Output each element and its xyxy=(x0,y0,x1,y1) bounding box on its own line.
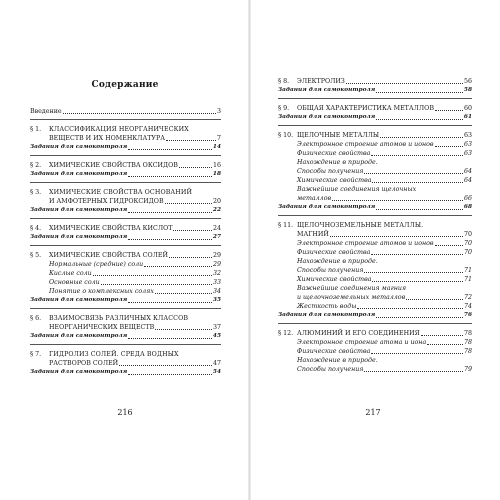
dot-leader xyxy=(128,338,212,339)
entry-page: 70 xyxy=(463,249,472,256)
self-check-tasks xyxy=(278,113,472,122)
entry-text: Задания для самоконтроля xyxy=(278,114,376,120)
entry-text: Жесткость воды xyxy=(297,303,357,310)
dot-leader xyxy=(421,335,463,336)
entry-text: Задания для самоконтроля xyxy=(278,312,376,318)
dot-leader xyxy=(357,308,463,309)
section-number: § 10. xyxy=(278,132,294,139)
dot-leader xyxy=(166,140,216,141)
section-rule xyxy=(278,98,472,99)
entry-page: 68 xyxy=(463,204,472,210)
dot-leader xyxy=(128,149,212,150)
section-number: § 7. xyxy=(30,351,42,358)
section-number: § 1. xyxy=(30,126,42,133)
dot-leader xyxy=(330,236,463,237)
section-heading-cont xyxy=(30,359,221,368)
dot-leader xyxy=(371,353,463,354)
entry-page: 33 xyxy=(212,279,221,286)
dot-leader xyxy=(372,281,463,282)
entry-text: Физические свойства xyxy=(297,249,371,256)
toc-subentry xyxy=(30,278,221,287)
entry-page: 22 xyxy=(212,207,221,213)
dot-leader xyxy=(93,275,212,276)
entry-text: КЛАССИФИКАЦИЯ НЕОРГАНИЧЕСКИХ xyxy=(49,126,189,133)
entry-text: МАГНИЙ xyxy=(297,231,329,238)
dot-leader xyxy=(332,200,463,201)
entry-text: ХИМИЧЕСКИЕ СВОЙСТВА ОКСИДОВ xyxy=(49,162,178,169)
dot-leader xyxy=(173,230,212,231)
dot-leader xyxy=(435,110,463,111)
toc-section xyxy=(30,314,221,341)
entry-page: 37 xyxy=(212,324,221,331)
toc-subentry xyxy=(278,140,472,149)
entry-text: и щелочноземельных металлов xyxy=(297,294,406,301)
section-number: § 12. xyxy=(278,330,294,337)
dot-leader xyxy=(427,344,463,345)
toc-section xyxy=(30,161,221,179)
dot-leader xyxy=(406,299,463,300)
entry-text: Задания для самоконтроля xyxy=(30,369,128,375)
section-number: § 11. xyxy=(278,222,294,229)
dot-leader xyxy=(155,329,212,330)
entry-text-wrap xyxy=(278,329,420,338)
entry-text: Способы получения xyxy=(297,366,364,373)
entry-text: ЩЕЛОЧНОЗЕМЕЛЬНЫЕ МЕТАЛЛЫ. xyxy=(297,222,424,229)
entry-page: 78 xyxy=(463,330,472,337)
toc-subentry xyxy=(278,302,472,311)
dot-leader xyxy=(155,293,212,294)
toc-subentry xyxy=(278,293,472,302)
toc-subentry: Важнейшие соединения щелочных xyxy=(297,186,417,193)
entry-text: ЭЛЕКТРОЛИЗ xyxy=(297,78,345,85)
toc-section xyxy=(30,224,221,242)
toc-intro xyxy=(30,107,221,116)
section-rule xyxy=(30,119,221,120)
entry-text: Химические свойства xyxy=(297,276,372,283)
toc-section xyxy=(278,131,472,212)
toc-subentry xyxy=(30,287,221,296)
entry-page: 14 xyxy=(212,144,221,150)
dot-leader xyxy=(128,374,212,375)
dot-leader xyxy=(376,119,463,120)
toc-subentry xyxy=(278,338,472,347)
section-number: § 3. xyxy=(30,189,42,196)
entry-page: 61 xyxy=(463,114,472,120)
entry-text-wrap xyxy=(278,131,379,140)
section-heading-cont xyxy=(278,230,472,239)
entry-text: Нормальные (средние) соли xyxy=(49,261,144,268)
entry-text: Задания для самоконтроля xyxy=(278,204,376,210)
entry-text: АЛЮМИНИЙ И ЕГО СОЕДИНЕНИЯ xyxy=(297,330,420,337)
entry-page: 32 xyxy=(212,270,221,277)
dot-leader xyxy=(63,113,216,114)
dot-leader xyxy=(144,266,212,267)
entry-page: 3 xyxy=(216,108,221,115)
toc-subentry xyxy=(278,275,472,284)
section-heading xyxy=(30,188,221,197)
entry-text: Понятие о комплексных солях xyxy=(49,288,154,295)
toc-subentry xyxy=(278,365,472,374)
toc-section xyxy=(30,251,221,305)
section-heading xyxy=(278,221,472,230)
entry-page: 27 xyxy=(212,234,221,240)
section-number: § 5. xyxy=(30,252,42,259)
toc-subentry: Нахождение в природе. xyxy=(297,159,378,166)
section-heading xyxy=(30,251,221,260)
entry-page: 70 xyxy=(463,240,472,247)
entry-text: ХИМИЧЕСКИЕ СВОЙСТВА КИСЛОТ xyxy=(49,225,173,232)
section-heading xyxy=(30,125,221,134)
entry-text: Задания для самоконтроля xyxy=(30,234,128,240)
dot-leader xyxy=(376,92,463,93)
entry-page: 35 xyxy=(212,297,221,303)
entry-page: 47 xyxy=(212,360,221,367)
entry-page: 54 xyxy=(212,369,221,375)
section-rule xyxy=(30,308,221,309)
toc-section xyxy=(278,329,472,374)
entry-text-wrap xyxy=(30,224,172,233)
dot-leader xyxy=(119,365,212,366)
entry-page: 58 xyxy=(463,87,472,93)
dot-leader xyxy=(371,254,463,255)
dot-leader xyxy=(364,272,463,273)
entry-text: Задания для самоконтроля xyxy=(30,144,128,150)
entry-text: Способы получения xyxy=(297,168,364,175)
entry-page: 71 xyxy=(463,267,472,274)
entry-text: ЩЕЛОЧНЫЕ МЕТАЛЛЫ xyxy=(297,132,380,139)
right-page xyxy=(250,0,500,500)
entry-page: 24 xyxy=(212,225,221,232)
entry-page: 78 xyxy=(463,339,472,346)
dot-leader xyxy=(371,155,463,156)
toc-subentry xyxy=(278,176,472,185)
dot-leader xyxy=(101,284,212,285)
self-check-tasks xyxy=(30,296,221,305)
entry-text: Задания для самоконтроля xyxy=(30,207,128,213)
entry-page: 78 xyxy=(463,348,472,355)
toc-subentry xyxy=(278,347,472,356)
toc-subentry xyxy=(278,239,472,248)
section-rule xyxy=(30,182,221,183)
self-check-tasks xyxy=(278,203,472,212)
entry-text: Способы получения xyxy=(297,267,364,274)
toc-subentry xyxy=(30,269,221,278)
entry-text: ХИМИЧЕСКИЕ СВОЙСТВА ОСНОВАНИЙ xyxy=(49,189,193,196)
entry-page: 64 xyxy=(463,168,472,175)
entry-page: 29 xyxy=(212,252,221,259)
entry-text: НЕОРГАНИЧЕСКИХ ВЕЩЕСТВ xyxy=(49,324,155,331)
section-heading xyxy=(30,314,221,323)
toc-subentry xyxy=(278,248,472,257)
entry-page: 63 xyxy=(463,150,472,157)
section-rule xyxy=(278,323,472,324)
entry-text: металлов xyxy=(297,195,332,202)
entry-text: Электронное строение атома и иона xyxy=(297,339,427,346)
section-heading xyxy=(278,77,472,86)
dot-leader xyxy=(364,371,463,372)
entry-text: Химические свойства xyxy=(297,177,372,184)
section-heading xyxy=(30,350,221,359)
entry-page: 20 xyxy=(212,198,221,205)
entry-text: Физические свойства xyxy=(297,348,371,355)
entry-text: Введение xyxy=(30,108,62,115)
section-rule xyxy=(30,245,221,246)
entry-page: 29 xyxy=(212,261,221,268)
toc-section xyxy=(30,125,221,152)
entry-text: Задания для самоконтроля xyxy=(30,171,128,177)
section-heading xyxy=(278,104,472,113)
section-rule xyxy=(30,155,221,156)
section-rule xyxy=(278,125,472,126)
entry-text: Задания для самоконтроля xyxy=(30,333,128,339)
entry-page: 60 xyxy=(463,105,472,112)
entry-page: 63 xyxy=(463,132,472,139)
self-check-tasks xyxy=(30,170,221,179)
toc-title: Содержание xyxy=(91,80,159,90)
toc-subentry xyxy=(278,194,472,203)
entry-text: Основные соли xyxy=(49,279,100,286)
toc-section xyxy=(278,221,472,320)
section-number: § 9. xyxy=(278,105,290,112)
entry-page: 34 xyxy=(212,288,221,295)
entry-page: 70 xyxy=(463,231,472,238)
toc-subentry xyxy=(278,167,472,176)
section-heading xyxy=(30,161,221,170)
entry-page: 63 xyxy=(463,141,472,148)
entry-page: 56 xyxy=(463,78,472,85)
toc-section xyxy=(278,104,472,122)
self-check-tasks xyxy=(278,311,472,320)
dot-leader xyxy=(128,212,212,213)
entry-page: 79 xyxy=(463,366,472,373)
section-heading-cont xyxy=(30,323,221,332)
entry-page: 45 xyxy=(212,333,221,339)
dot-leader xyxy=(372,182,463,183)
dot-leader xyxy=(128,302,212,303)
entry-page: 76 xyxy=(463,312,472,318)
entry-text-wrap xyxy=(30,161,178,170)
dot-leader xyxy=(165,203,212,204)
page-number-right: 217 xyxy=(365,408,381,417)
toc-list-left xyxy=(30,107,221,377)
dot-leader xyxy=(346,83,463,84)
toc-subentry xyxy=(278,266,472,275)
dot-leader xyxy=(179,167,212,168)
section-heading-cont xyxy=(30,197,221,206)
entry-text: Задания для самоконтроля xyxy=(30,297,128,303)
toc-subentry: Нахождение в природе. xyxy=(297,258,378,265)
section-heading-cont xyxy=(30,134,221,143)
section-heading xyxy=(278,131,472,140)
dot-leader xyxy=(380,137,463,138)
entry-page: 71 xyxy=(463,276,472,283)
section-number: § 2. xyxy=(30,162,42,169)
toc-list-right xyxy=(278,77,472,374)
entry-text: Электронное строение атомов и ионов xyxy=(297,141,434,148)
entry-text: И АМФОТЕРНЫХ ГИДРОКСИДОВ xyxy=(49,198,164,205)
section-heading xyxy=(278,329,472,338)
self-check-tasks xyxy=(30,143,221,152)
section-number: § 6. xyxy=(30,315,42,322)
entry-text: ГИДРОЛИЗ СОЛЕЙ. СРЕДА ВОДНЫХ xyxy=(49,351,179,358)
entry-text: Электронное строение атомов и ионов xyxy=(297,240,434,247)
toc-section xyxy=(278,77,472,95)
self-check-tasks xyxy=(30,368,221,377)
dot-leader xyxy=(364,173,463,174)
self-check-tasks xyxy=(30,206,221,215)
toc-section xyxy=(30,188,221,215)
entry-page: 16 xyxy=(212,162,221,169)
self-check-tasks xyxy=(30,332,221,341)
entry-text: ОБЩАЯ ХАРАКТЕРИСТИКА МЕТАЛЛОВ xyxy=(297,105,434,112)
entry-text: ВЕЩЕСТВ И ИХ НОМЕНКЛАТУРА xyxy=(49,135,165,142)
dot-leader xyxy=(169,257,212,258)
toc-section xyxy=(30,350,221,377)
entry-text-wrap xyxy=(278,104,434,113)
entry-page: 66 xyxy=(463,195,472,202)
entry-text-wrap xyxy=(278,77,345,86)
section-number: § 4. xyxy=(30,225,42,232)
self-check-tasks xyxy=(30,233,221,242)
dot-leader xyxy=(128,176,212,177)
section-number: § 8. xyxy=(278,78,290,85)
entry-page: 64 xyxy=(463,177,472,184)
section-rule xyxy=(30,344,221,345)
section-rule xyxy=(278,215,472,216)
entry-text: РАСТВОРОВ СОЛЕЙ xyxy=(49,360,119,367)
entry-text: Задания для самоконтроля xyxy=(278,87,376,93)
toc-subentry xyxy=(30,260,221,269)
section-heading xyxy=(30,224,221,233)
dot-leader xyxy=(376,209,463,210)
dot-leader xyxy=(435,146,463,147)
entry-text-wrap xyxy=(30,251,168,260)
dot-leader xyxy=(435,245,463,246)
entry-text: ХИМИЧЕСКИЕ СВОЙСТВА СОЛЕЙ xyxy=(49,252,168,259)
entry-text: ВЗАИМОСВЯЗЬ РАЗЛИЧНЫХ КЛАССОВ xyxy=(49,315,189,322)
entry-page: 72 xyxy=(463,294,472,301)
entry-page: 7 xyxy=(216,135,221,142)
page-number-left: 216 xyxy=(117,408,133,417)
toc-subentry: Важнейшие соединения магния xyxy=(297,285,407,292)
toc-subentry: Нахождение в природе. xyxy=(297,357,378,364)
toc-subentry xyxy=(278,149,472,158)
entry-page: 74 xyxy=(463,303,472,310)
entry-page: 18 xyxy=(212,171,221,177)
dot-leader xyxy=(376,317,463,318)
self-check-tasks xyxy=(278,86,472,95)
dot-leader xyxy=(128,239,212,240)
section-rule xyxy=(30,218,221,219)
entry-text: Физические свойства xyxy=(297,150,371,157)
entry-text: Кислые соли xyxy=(49,270,92,277)
